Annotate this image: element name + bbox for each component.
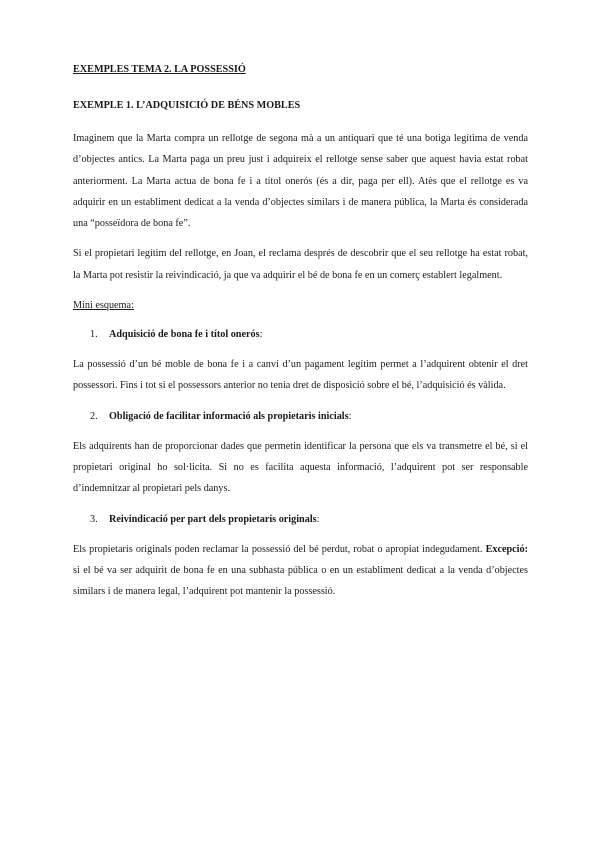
example-title: EXEMPLE 1. L’ADQUISICIÓ DE BÉNS MOBLES <box>73 100 301 111</box>
paragraph-claim: Si el propietari legítim del rellotge, en Joan, el reclama després de descobrir que el seu rellotge ha estat robat, la Marta pot resistir la reivindicació, ja que va adquirir el bé de bona fe en un comerç establert legalment. <box>73 248 528 281</box>
list-item-3-text <box>73 539 528 603</box>
document-page <box>73 62 528 611</box>
heading-colon: : <box>259 329 263 341</box>
list-heading: Adquisició de bona fe i títol onerós <box>109 329 260 341</box>
text-after-exception: si el bé va ser adquirit de bona fe en una subhasta pública o en un establiment dedicat a la venda d’objectes similars i de manera legal, l’adquirent pot mantenir la possessió. <box>73 564 528 598</box>
list-number: 1. <box>90 329 98 341</box>
text-before-exception: Els propietaris originals poden reclamar la possessió del bé perdut, robat o apropiat indegudament. <box>73 543 486 555</box>
heading-colon: : <box>316 513 320 525</box>
list-item-2-text: Els adquirents han de proporcionar dades que permetin identificar la persona que els va transmetre el bé, si el propietari original ho sol·licita. Si no es facilita aquesta informació, l’adquirent pot ser responsable d’indemnitzar al propietari pels danys. <box>73 440 528 495</box>
list-heading: Obligació de facilitar informació als propietaris inicials <box>109 410 349 422</box>
list-number: 3. <box>90 513 98 525</box>
list-number: 2. <box>90 410 98 422</box>
mini-schema-label: Mini esquema: <box>73 300 134 312</box>
heading-colon: : <box>348 410 352 422</box>
list-heading: Reivindicació per part dels propietaris originals <box>109 513 317 525</box>
list-item-3-heading <box>73 509 528 530</box>
paragraph-intro: Imaginem que la Marta compra un rellotge de segona mà a un antiquari que té una botiga legítima de venda d’objectes antics. La Marta paga un preu just i adquireix el rellotge sense saber que aquest havia estat robat anteriorment. La Marta actua de bona fe i a títol onerós (és a dir, paga per ell). Atès que el rellotge es va adquirir en un establiment dedicat a la venda d’objectes similars i de manera pública, la Marta és considerada una “posseïdora de bona fe”. <box>73 133 528 230</box>
list-item-1-text: La possessió d’un bé moble de bona fe i a canvi d’un pagament legítim permet a l’adquirent obtenir el dret possessori. Fins i tot si el possessors anterior no tenia dret de disposició sobre el bé, l’adquisició és vàlida. <box>73 359 528 392</box>
document-title: EXEMPLES TEMA 2. LA POSSESSIÓ <box>73 64 246 75</box>
exception-label: Excepció: <box>485 543 528 555</box>
list-item-2-heading <box>73 406 528 427</box>
list-item-1-heading <box>73 324 528 345</box>
